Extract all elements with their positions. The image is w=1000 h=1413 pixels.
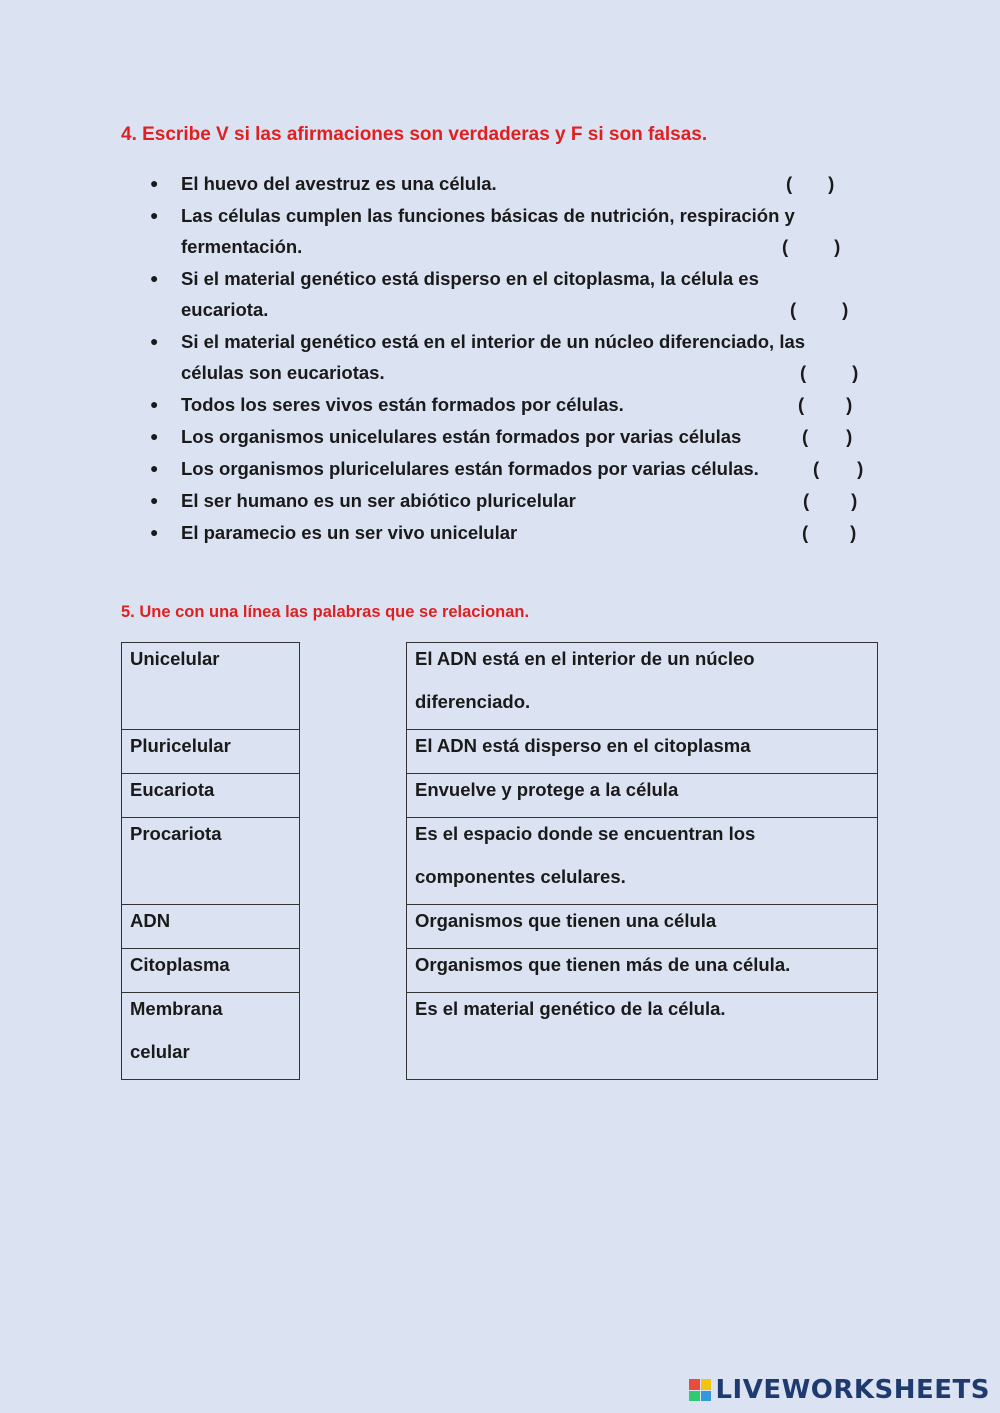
term-cell[interactable]: Citoplasma xyxy=(122,949,300,993)
statement-text: células son eucariotas. xyxy=(181,362,385,383)
statement-text: fermentación. xyxy=(181,236,303,257)
liveworksheets-logo xyxy=(689,1375,990,1405)
definition-cell[interactable]: El ADN está en el interior de un núcleo diferenciado. xyxy=(407,643,878,730)
bullet-icon: ● xyxy=(150,175,159,191)
answer-blank[interactable]: ( ) xyxy=(802,426,853,447)
brand-name: LIVEWORKSHEETS xyxy=(715,1375,990,1405)
definition-cell[interactable]: Es el material genético de la célula. xyxy=(407,993,878,1080)
term-cell[interactable]: Procariota xyxy=(122,818,300,905)
answer-blank[interactable]: ( ) xyxy=(786,173,835,194)
term-cell[interactable]: Membrana celular xyxy=(122,993,300,1080)
answer-blank[interactable]: ( ) xyxy=(803,490,858,511)
definitions-table xyxy=(406,642,878,1080)
term-cell[interactable]: Pluricelular xyxy=(122,730,300,774)
bullet-icon: ● xyxy=(150,428,159,444)
list-item xyxy=(150,389,880,420)
bullet-icon: ● xyxy=(150,396,159,412)
answer-blank[interactable]: ( ) xyxy=(802,522,857,543)
true-false-list xyxy=(150,168,880,549)
terms-table xyxy=(121,642,300,1080)
statement-text: Los organismos unicelulares están formados por varias células xyxy=(181,426,742,447)
section-4-title: 4. Escribe V si las afirmaciones son verdaderas y F si son falsas. xyxy=(121,124,708,145)
term-cell[interactable]: ADN xyxy=(122,905,300,949)
term-cell[interactable]: Eucariota xyxy=(122,774,300,818)
bullet-icon: ● xyxy=(150,492,159,508)
answer-blank[interactable]: ( ) xyxy=(790,299,849,320)
bullet-icon: ● xyxy=(150,270,159,286)
term-cell[interactable]: Unicelular xyxy=(122,643,300,730)
statement-text: Si el material genético está disperso en el citoplasma, la célula es xyxy=(181,268,759,289)
list-item xyxy=(150,485,880,516)
statement-text: Los organismos pluricelulares están formados por varias células. xyxy=(181,458,759,479)
definition-cell[interactable]: El ADN está disperso en el citoplasma xyxy=(407,730,878,774)
section-5-title: 5. Une con una línea las palabras que se relacionan. xyxy=(121,603,530,621)
answer-blank[interactable]: ( ) xyxy=(800,362,859,383)
statement-text: El paramecio es un ser vivo unicelular xyxy=(181,522,518,543)
list-item xyxy=(150,517,880,548)
list-item xyxy=(150,263,880,325)
answer-blank[interactable]: ( ) xyxy=(782,236,841,257)
statement-text: El ser humano es un ser abiótico pluricelular xyxy=(181,490,576,511)
statement-text: Si el material genético está en el interior de un núcleo diferenciado, las xyxy=(181,331,806,352)
logo-icon xyxy=(689,1379,711,1401)
list-item xyxy=(150,326,880,388)
list-item xyxy=(150,200,880,262)
definition-cell[interactable]: Es el espacio donde se encuentran los componentes celulares. xyxy=(407,818,878,905)
bullet-icon: ● xyxy=(150,460,159,476)
list-item xyxy=(150,421,880,452)
bullet-icon: ● xyxy=(150,524,159,540)
statement-text: eucariota. xyxy=(181,299,269,320)
bullet-icon: ● xyxy=(150,333,159,349)
bullet-icon: ● xyxy=(150,207,159,223)
statement-text: El huevo del avestruz es una célula. xyxy=(181,173,497,194)
list-item xyxy=(150,168,880,199)
answer-blank[interactable]: ( ) xyxy=(798,394,853,415)
definition-cell[interactable]: Envuelve y protege a la célula xyxy=(407,774,878,818)
answer-blank[interactable]: ( ) xyxy=(813,458,864,479)
definition-cell[interactable]: Organismos que tienen más de una célula. xyxy=(407,949,878,993)
statement-text: Las células cumplen las funciones básicas de nutrición, respiración y xyxy=(181,205,795,226)
statement-text: Todos los seres vivos están formados por células. xyxy=(181,394,624,415)
list-item xyxy=(150,453,880,484)
definition-cell[interactable]: Organismos que tienen una célula xyxy=(407,905,878,949)
